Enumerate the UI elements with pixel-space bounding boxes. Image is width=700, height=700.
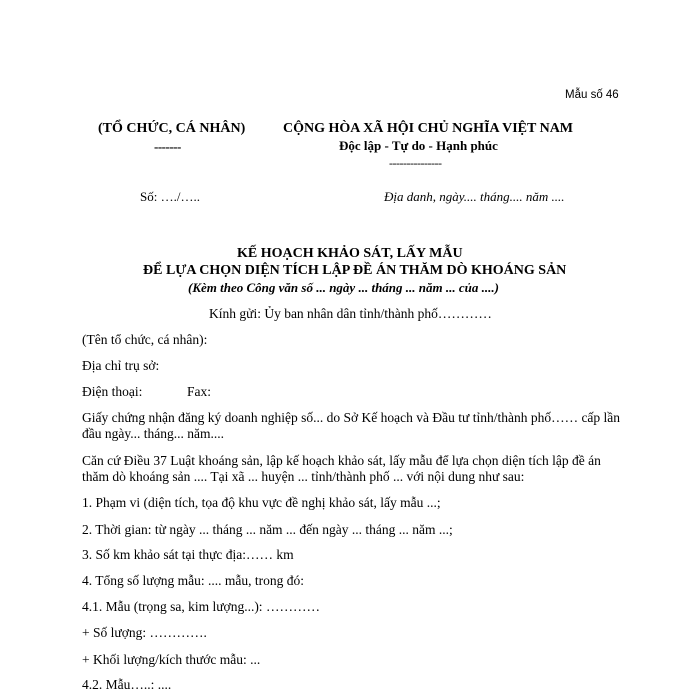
document-title-line2: ĐỂ LỰA CHỌN DIỆN TÍCH LẬP ĐỀ ÁN THĂM DÒ KHOÁNG SẢN <box>143 263 567 278</box>
fax-field: Fax: <box>187 384 212 399</box>
phone-field: Điện thoại: <box>82 384 143 399</box>
motto-underline: --------------- <box>389 156 442 170</box>
address-field: Địa chỉ trụ sở: <box>82 358 160 373</box>
reference-number: Số: …./….. <box>140 189 200 204</box>
form-number: Mẫu số 46 <box>565 89 619 101</box>
organization-underline: ------- <box>154 139 181 154</box>
recipient: Kính gửi: Ủy ban nhân dân tỉnh/thành phố………… <box>209 306 492 321</box>
item-quantity: + Số lượng: …………. <box>82 625 207 640</box>
item-time: 2. Thời gian: từ ngày ... tháng ... năm ... đến ngày ... tháng ... năm ...; <box>82 522 453 537</box>
national-motto: Độc lập - Tự do - Hạnh phúc <box>339 138 498 153</box>
item-km: 3. Số km khảo sát tại thực địa:…… km <box>82 547 294 562</box>
document-subtitle: (Kèm theo Công văn số ... ngày ... tháng ... năm ... của ....) <box>188 280 499 295</box>
business-cert-field: Giấy chứng nhận đăng ký doanh nghiệp số... do Sở Kế hoạch và Đầu tư tỉnh/thành phố…… cấp lần đầu ngày... tháng... năm.... <box>82 410 621 441</box>
national-title: CỘNG HÒA XÃ HỘI CHỦ NGHĨA VIỆT NAM <box>283 121 574 136</box>
item-volume: + Khối lượng/kích thước mẫu: ... <box>82 652 261 667</box>
contact-row <box>82 384 622 400</box>
item-sample-4-2: 4.2. Mẫu…..: .... <box>82 677 172 692</box>
organization-heading: (TỔ CHỨC, CÁ NHÂN) <box>98 121 246 136</box>
basis-paragraph: Căn cứ Điều 37 Luật khoáng sản, lập kế hoạch khảo sát, lấy mẫu để lựa chọn diện tích lập đề án thăm dò khoáng sản .... Tại xã ... huyện ... tỉnh/thành phố ... với nội dung như sau: <box>82 453 601 484</box>
item-sample-4-1: 4.1. Mẫu (trọng sa, kim lượng...): ………… <box>82 599 320 614</box>
item-samples-total: 4. Tổng số lượng mẫu: .... mẫu, trong đó: <box>82 573 304 588</box>
item-scope: 1. Phạm vi (diện tích, tọa độ khu vực đề nghị khảo sát, lấy mẫu ...; <box>82 495 441 510</box>
document-title-line1: KẾ HOẠCH KHẢO SÁT, LẤY MẪU <box>237 246 463 261</box>
place-date: Địa danh, ngày.... tháng.... năm .... <box>384 189 565 204</box>
org-name-field: (Tên tổ chức, cá nhân): <box>82 332 208 347</box>
